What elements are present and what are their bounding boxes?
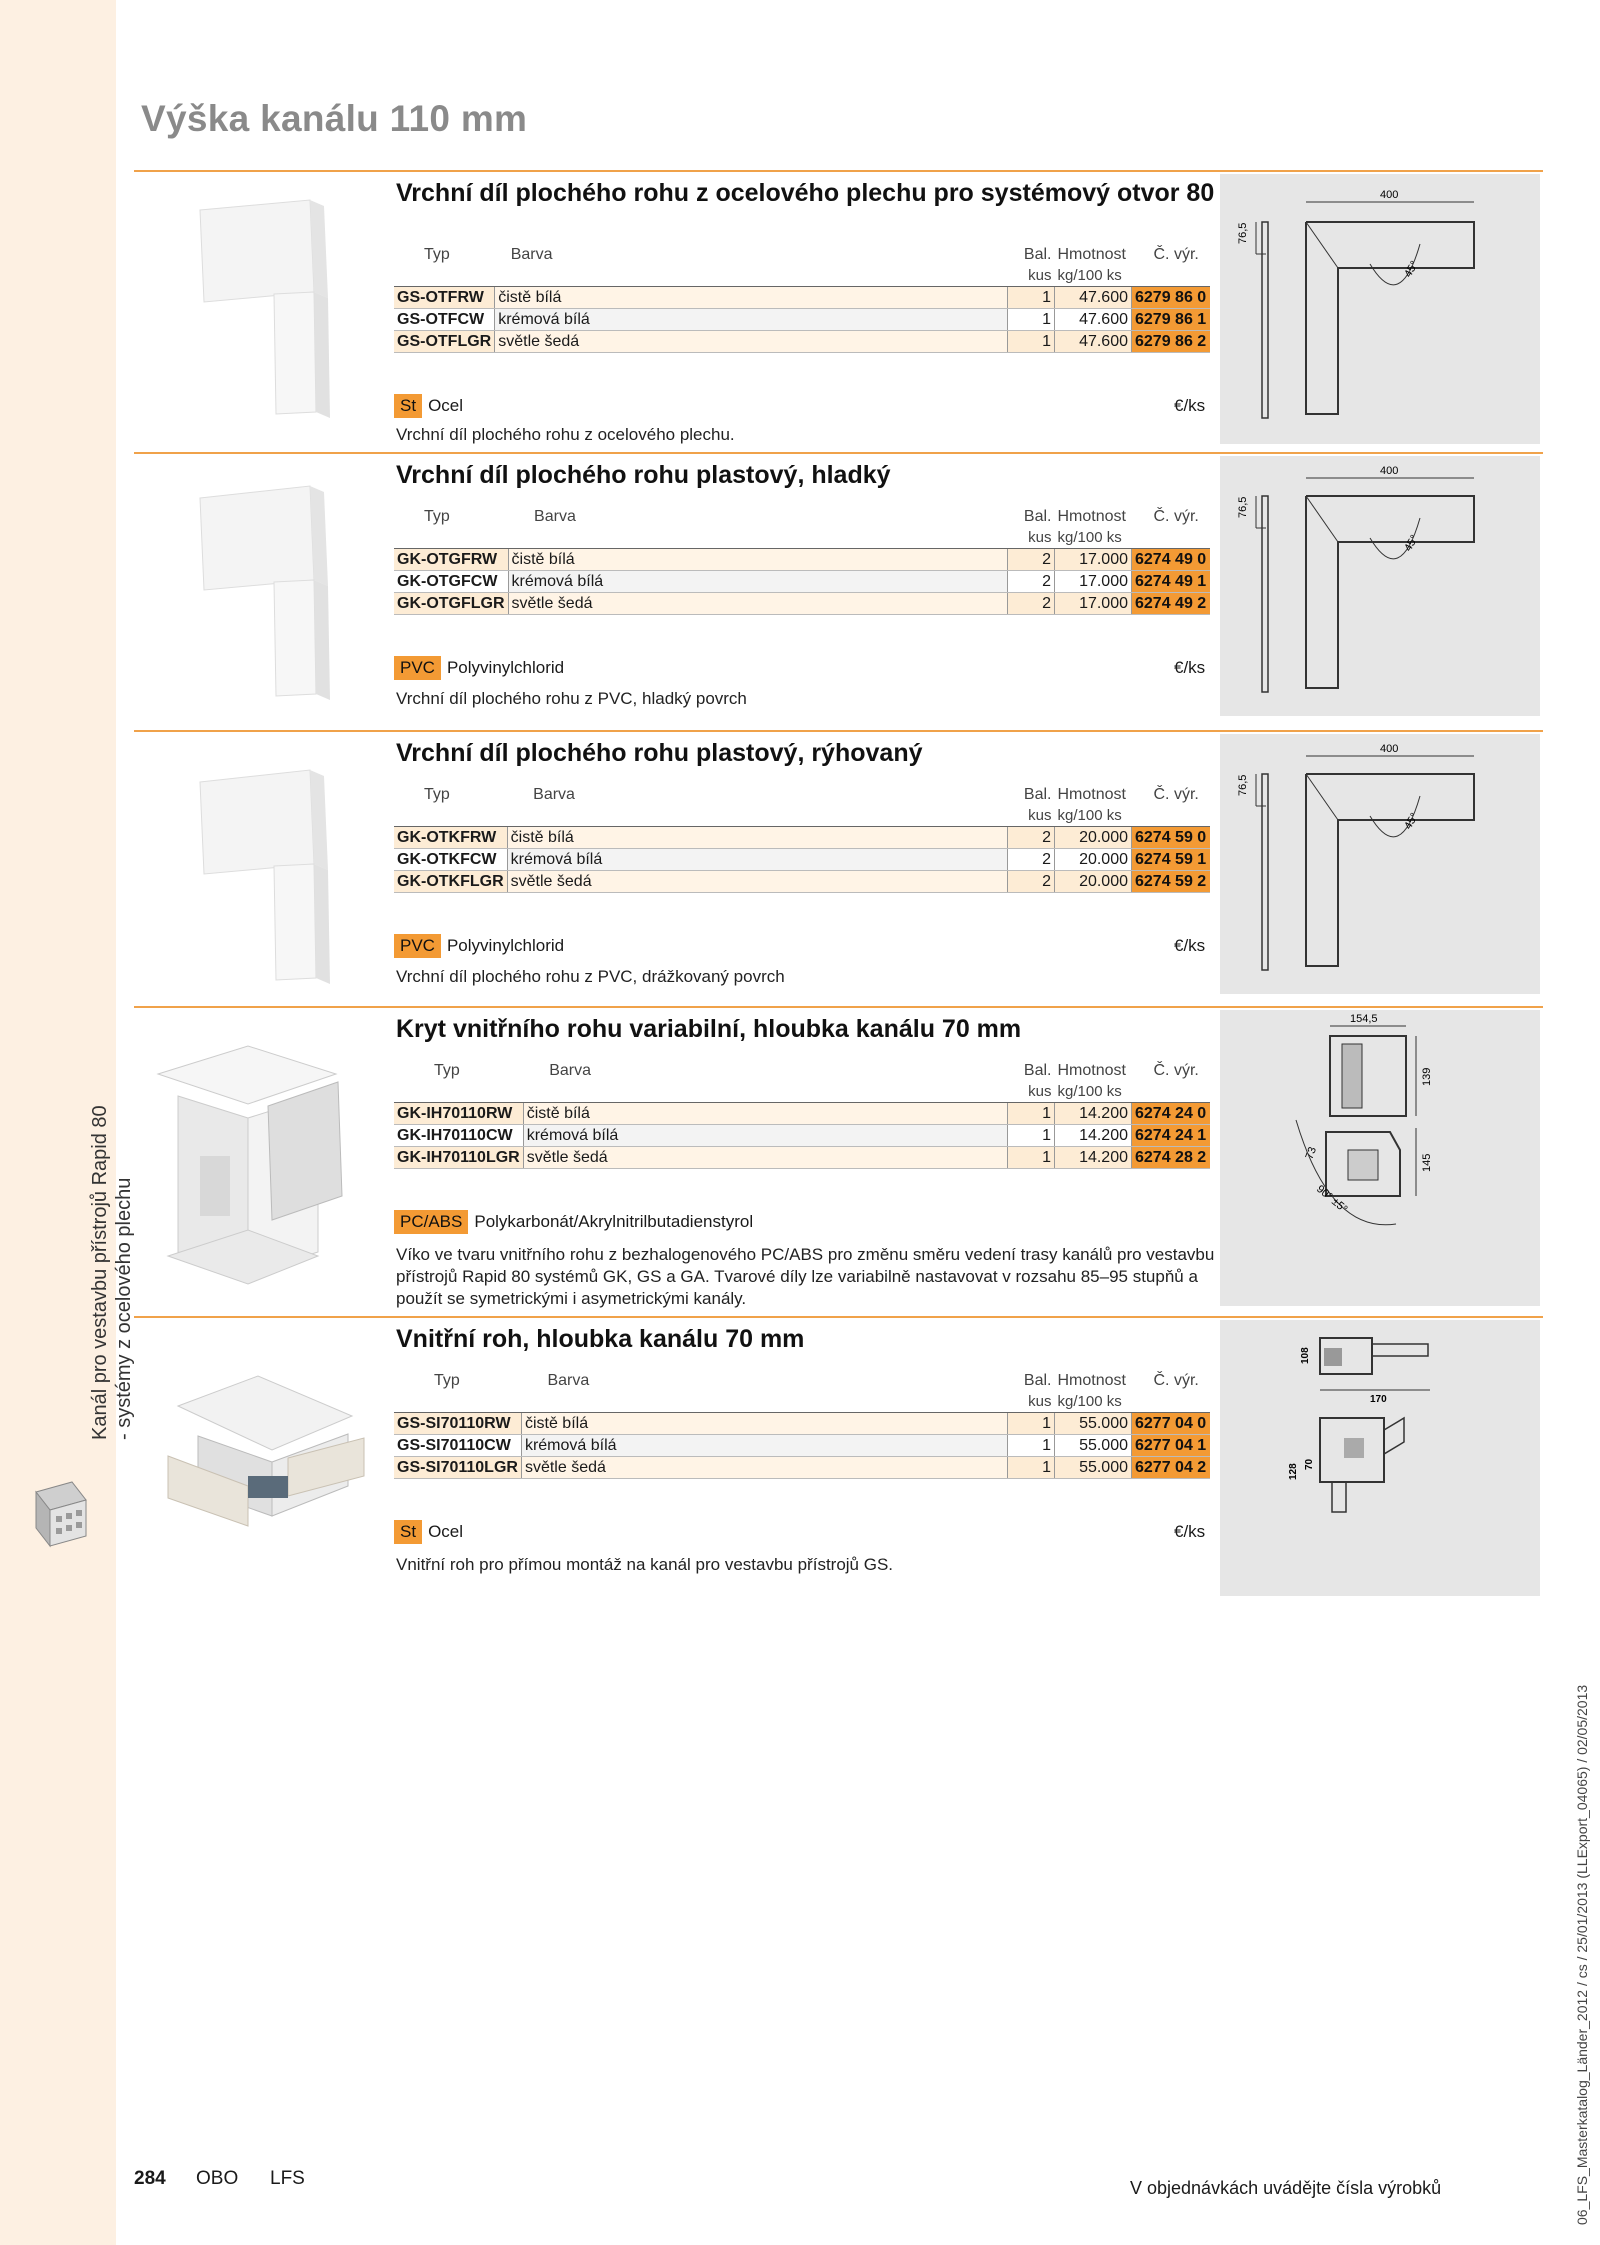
col-barva: Barva (510, 246, 553, 263)
svg-text:73: 73 (1303, 1145, 1320, 1162)
price-unit: €/ks (1174, 936, 1206, 955)
svg-text:45°: 45° (1402, 259, 1421, 280)
svg-text:128: 128 (1288, 1463, 1299, 1480)
table-row: GS-SI70110LGR světle šedá 1 55.000 6277 04 2 (394, 1457, 1210, 1479)
technical-drawing (1220, 734, 1540, 994)
svg-text:154,5: 154,5 (1350, 1013, 1378, 1025)
section-title: Vrchní díl plochého rohu plastový, hladký (396, 461, 891, 489)
price-unit: €/ks (1174, 396, 1206, 415)
product-table: Typ Barva Bal. Hmotnost Č. výr. kus kg/100 ks GK-OTKFRW čistě bílá 2 20.000 6274 59 0 GK-OTKFCW krémová bílá 2 20.000 6274 59 1 GK-OTKFLGR světle šedá 2 20.000 6274 59 2 (394, 784, 1210, 893)
svg-text:400: 400 (1380, 465, 1399, 477)
page-title: Výška kanálu 110 mm (141, 98, 528, 139)
section-title: Vnitřní roh, hloubka kanálu 70 mm (396, 1325, 805, 1353)
svg-text:76,5: 76,5 (1237, 774, 1249, 796)
footer-note: V objednávkách uvádějte čísla výrobků (1130, 2178, 1442, 2198)
table-row: GK-OTGFCW krémová bílá 2 17.000 6274 49 1 (394, 571, 1210, 593)
material-tag: St (394, 1520, 422, 1544)
price-unit: €/ks (1174, 1522, 1206, 1541)
section-title: Vrchní díl plochého rohu plastový, rýhovaný (396, 739, 923, 767)
product-photo (138, 180, 388, 440)
brand-division: LFS (270, 2168, 305, 2189)
technical-drawing (1220, 456, 1540, 716)
col-typ: Typ (424, 246, 450, 263)
description: Vrchní díl plochého rohu z PVC, hladký povrch (396, 689, 747, 708)
product-section-2 (134, 452, 1543, 726)
svg-text:76,5: 76,5 (1237, 222, 1249, 244)
brand-name: OBO (196, 2168, 239, 2189)
table-row: GK-IH70110CW krémová bílá 1 14.200 6274 24 1 (394, 1125, 1210, 1147)
material: St Ocel (394, 394, 463, 418)
table-row: GS-OTFCW krémová bílá 1 47.600 6279 86 1 (394, 309, 1210, 331)
technical-drawing (1220, 1010, 1540, 1306)
svg-text:76,5: 76,5 (1237, 496, 1249, 518)
table-row: GS-OTFRW čistě bílá 1 47.600 6279 86 0 (394, 287, 1210, 309)
material: St Ocel (394, 1520, 463, 1544)
description: Vnitřní roh pro přímou montáž na kanál pro vestavbu přístrojů GS. (396, 1555, 894, 1574)
svg-text:400: 400 (1380, 743, 1399, 755)
material-tag: PVC (394, 934, 441, 958)
product-table: Typ Barva Bal. Hmotnost Č. výr. kus kg/100 ks GS-OTFRW čistě bílá 1 47.600 6279 86 0 GS-OTFCW krémová bílá 1 47.600 6279 86 1 GS-OTFLGR světle šedá 1 47.600 6279 86 2 (394, 244, 1210, 353)
table-row: GK-IH70110LGR světle šedá 1 14.200 6274 28 2 (394, 1147, 1210, 1169)
material-tag: St (394, 394, 422, 418)
product-section-4 (134, 1006, 1543, 1310)
material-tag: PC/ABS (394, 1210, 468, 1234)
description: Víko ve tvaru vnitřního rohu z bezhalogenového PC/ABS pro změnu směru vedení trasy kanálů pro vestavbu přístrojů Rapid 80 systémů GK, GS a GA. Tvarové díly lze variabilně nastavovat v rozsahu 85–95 stupňů a použít se symetrickými i asymetrickými kanály. (396, 1245, 1215, 1308)
svg-text:145: 145 (1421, 1153, 1433, 1172)
product-section-5 (134, 1316, 1543, 1604)
product-section-1 (134, 170, 1543, 444)
col-hmotnost: Hmotnost (1057, 246, 1126, 263)
product-table: Typ Barva Bal. Hmotnost Č. výr. kus kg/100 ks GS-SI70110RW čistě bílá 1 55.000 6277 04 0 GS-SI70110CW krémová bílá 1 55.000 6277 04 1 GS-SI70110LGR světle šedá 1 55.000 6277 04 2 (394, 1370, 1210, 1479)
svg-text:139: 139 (1421, 1067, 1433, 1086)
sidebar (0, 0, 135, 2245)
svg-text:170: 170 (1370, 1394, 1387, 1405)
table-row: GK-OTKFLGR světle šedá 2 20.000 6274 59 2 (394, 871, 1210, 893)
description: Vrchní díl plochého rohu z PVC, drážkovaný povrch (396, 967, 785, 986)
sidebar-title: Kanál pro vestavbu přístrojů Rapid 80 - systémy z ocelového plechu (89, 1105, 135, 1440)
table-row: GK-OTGFRW čistě bílá 2 17.000 6274 49 0 (394, 549, 1210, 571)
table-row: GK-OTKFRW čistě bílá 2 20.000 6274 59 0 (394, 827, 1210, 849)
material: PC/ABS Polykarbonát/Akrylnitrilbutadienstyrol (394, 1210, 753, 1234)
svg-text:45°: 45° (1402, 533, 1421, 554)
section-title: Vrchní díl plochého rohu z ocelového plechu pro systémový otvor 80 mm (396, 179, 1266, 207)
product-table: Typ Barva Bal. Hmotnost Č. výr. kus kg/100 ks GK-OTGFRW čistě bílá 2 17.000 6274 49 0 GK-OTGFCW krémová bílá 2 17.000 6274 49 1 GK-OTGFLGR světle šedá 2 17.000 6274 49 2 (394, 506, 1210, 615)
material: PVC Polyvinylchlorid (394, 934, 564, 958)
channel-icon (32, 1480, 90, 1550)
product-section-3 (134, 730, 1543, 1004)
svg-text:400: 400 (1380, 189, 1399, 201)
material: PVC Polyvinylchlorid (394, 656, 564, 680)
product-photo (138, 462, 388, 722)
price-unit: €/ks (1174, 658, 1206, 677)
table-row: GS-SI70110CW krémová bílá 1 55.000 6277 04 1 (394, 1435, 1210, 1457)
table-row: GS-OTFLGR světle šedá 1 47.600 6279 86 2 (394, 331, 1210, 353)
section-title: Kryt vnitřního rohu variabilní, hloubka kanálu 70 mm (396, 1015, 1022, 1043)
svg-text:70: 70 (1304, 1458, 1315, 1470)
svg-text:45°: 45° (1402, 811, 1421, 832)
catalog-reference: 06_LFS_Masterkatalog_Länder_2012 / cs / 25/01/2013 (LLExport_04065) / 02/05/2013 (1574, 1684, 1590, 2225)
description: Vrchní díl plochého rohu z ocelového plechu. (396, 425, 735, 444)
product-photo (138, 1326, 388, 1596)
page-number: 284 (134, 2168, 166, 2189)
col-cislo: Č. výr. (1153, 246, 1199, 263)
material-tag: PVC (394, 656, 441, 680)
col-bal: Bal. (1023, 246, 1052, 263)
product-photo (138, 1016, 388, 1306)
table-row: GK-OTGFLGR světle šedá 2 17.000 6274 49 2 (394, 593, 1210, 615)
product-photo (138, 740, 388, 1000)
product-table: Typ Barva Bal. Hmotnost Č. výr. kus kg/100 ks GK-IH70110RW čistě bílá 1 14.200 6274 24 0 GK-IH70110CW krémová bílá 1 14.200 6274 24 1 GK-IH70110LGR světle šedá 1 14.200 6274 28 2 (394, 1060, 1210, 1169)
table-row: GS-SI70110RW čistě bílá 1 55.000 6277 04 0 (394, 1413, 1210, 1435)
technical-drawing (1220, 174, 1540, 444)
table-row: GK-IH70110RW čistě bílá 1 14.200 6274 24 0 (394, 1103, 1210, 1125)
technical-drawing (1220, 1320, 1540, 1596)
table-row: GK-OTKFCW krémová bílá 2 20.000 6274 59 1 (394, 849, 1210, 871)
svg-text:108: 108 (1300, 1347, 1311, 1364)
svg-text:90° ±5°: 90° ±5° (1314, 1183, 1350, 1216)
